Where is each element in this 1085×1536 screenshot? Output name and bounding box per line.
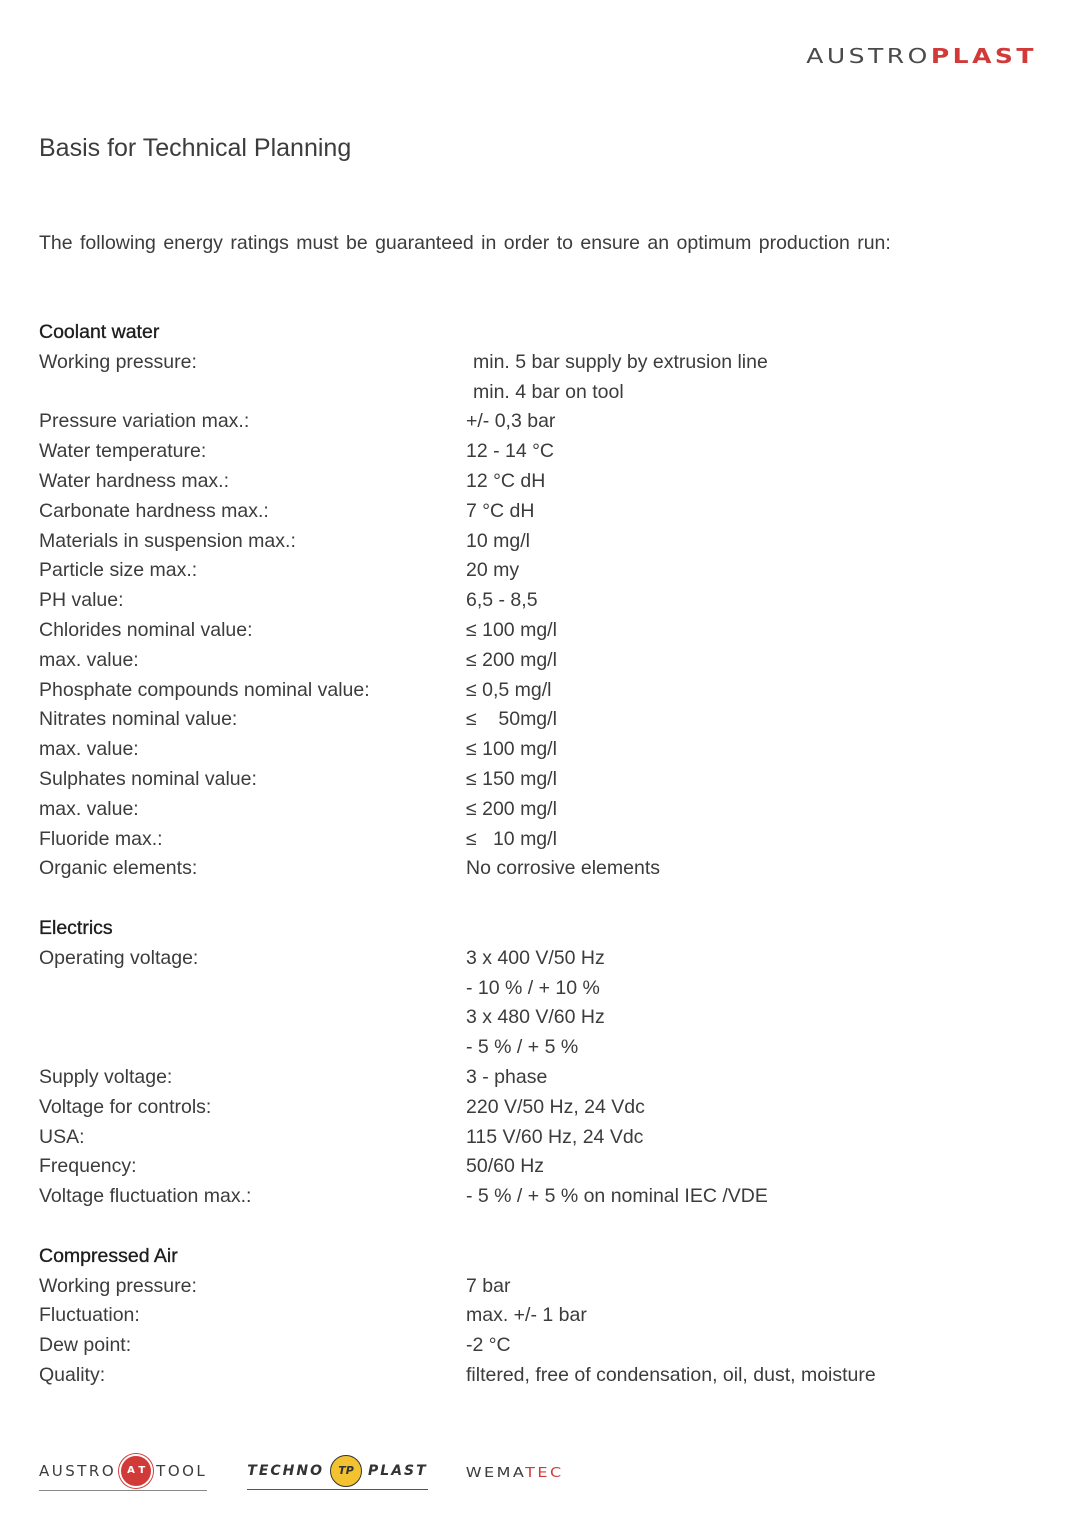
spec-value: 3 x 400 V/50 Hz [466,946,605,969]
spec-label: max. value: [39,648,139,671]
spec-value: ≤ 200 mg/l [466,797,557,820]
spec-row [39,944,1045,974]
spec-row [39,497,1045,527]
spec-value: -2 °C [466,1334,511,1357]
spec-row [39,378,1045,408]
spec-value: ≤ 10 mg/l [466,827,557,850]
spec-row [39,795,1045,825]
spec-row [39,676,1045,706]
spec-row [39,556,1045,586]
spec-value: 115 V/60 Hz, 24 Vdc [466,1125,644,1148]
spec-label: Carbonate hardness max.: [39,499,269,522]
intro-text: The following energy ratings must be guaranteed in order to ensure an optimum production run: [39,232,891,254]
spec-value: 7 °C dH [466,499,535,522]
austrotool-mark-icon: A T [119,1454,153,1488]
spec-label: Supply voltage: [39,1065,173,1088]
spec-value: min. 5 bar supply by extrusion line [473,350,768,373]
spec-value: No corrosive elements [466,857,660,880]
spec-section [39,914,1045,1212]
spec-value: 7 bar [466,1274,511,1297]
footer-logos [39,1450,564,1494]
spec-value: ≤ 150 mg/l [466,767,557,790]
technoplast-left: TECHNO [247,1462,325,1479]
spec-value: ≤ 200 mg/l [466,648,557,671]
spec-row [39,1033,1045,1063]
spec-label: Water temperature: [39,440,207,463]
spec-section [39,1242,1045,1391]
spec-value: min. 4 bar on tool [473,380,624,403]
spec-value: filtered, free of condensation, oil, dust, moisture [466,1363,876,1386]
spec-row [39,1152,1045,1182]
spec-row [39,1123,1045,1153]
spec-label: Operating voltage: [39,946,199,969]
spec-label: Organic elements: [39,857,198,880]
spec-row [39,1003,1045,1033]
wematec-part1: WEMA [465,1463,526,1481]
spec-row [39,1093,1045,1123]
spec-label: Fluctuation: [39,1304,140,1327]
spec-row [39,1331,1045,1361]
spec-row [39,974,1045,1004]
spec-value: 50/60 Hz [466,1155,545,1178]
spec-label: USA: [39,1125,85,1148]
spec-label: Frequency: [39,1155,137,1178]
technoplast-logo [247,1455,427,1490]
austrotool-left: AUSTRO [39,1461,117,1480]
spec-label [39,378,466,408]
spec-section [39,318,1045,884]
spec-row [39,765,1045,795]
spec-value: 20 my [466,559,520,582]
logo-part-plast: PLAST [930,44,1037,68]
spec-row [39,1063,1045,1093]
wematec-logo [466,1464,564,1480]
spec-value: ≤ 50mg/l [466,708,557,731]
section-title: Electrics [39,916,113,939]
austrotool-right: TOOL [156,1461,208,1480]
austroplast-logo [806,44,1037,68]
spec-row [39,1301,1045,1331]
spec-row [39,616,1045,646]
spec-value: max. +/- 1 bar [466,1304,587,1327]
spec-label: max. value: [39,797,139,820]
spec-label: PH value: [39,589,124,612]
spec-value: - 5 % / + 5 % on nominal IEC /VDE [466,1185,768,1208]
spec-label: Voltage for controls: [39,1095,212,1118]
spec-row [39,437,1045,467]
spec-row [39,705,1045,735]
spec-label [39,1003,466,1033]
spec-row [39,348,1045,378]
logo-part-austro: AUSTRO [806,44,931,68]
spec-label: max. value: [39,738,139,761]
spec-row [39,407,1045,437]
page-title: Basis for Technical Planning [39,134,352,162]
spec-row [39,1272,1045,1302]
spec-row [39,735,1045,765]
spec-label: Materials in suspension max.: [39,529,296,552]
section-title: Coolant water [39,321,160,343]
spec-row [39,854,1045,884]
spec-row [39,586,1045,616]
spec-value: ≤ 100 mg/l [466,618,557,641]
spec-label: Fluoride max.: [39,827,163,850]
section-title: Compressed Air [39,1244,178,1267]
spec-value: +/- 0,3 bar [466,410,556,433]
spec-value: 3 - phase [466,1065,548,1088]
wematec-part2: TEC [525,1463,564,1481]
spec-label: Chlorides nominal value: [39,618,253,641]
spec-label: Nitrates nominal value: [39,708,238,731]
spec-label [39,1033,466,1063]
spec-value: 6,5 - 8,5 [466,589,538,612]
spec-label: Working pressure: [39,1274,197,1297]
spec-label: Dew point: [39,1334,132,1357]
spec-row [39,646,1045,676]
spec-list [39,318,1045,1391]
spec-value: 12 - 14 °C [466,440,555,463]
spec-value: 10 mg/l [466,529,530,552]
spec-value: ≤ 0,5 mg/l [466,678,552,701]
spec-value: ≤ 100 mg/l [466,738,557,761]
spec-label: Voltage fluctuation max.: [39,1185,252,1208]
spec-row [39,1182,1045,1212]
spec-value: - 5 % / + 5 % [466,1036,579,1059]
spec-label: Pressure variation max.: [39,410,250,433]
spec-label: Sulphates nominal value: [39,767,257,790]
austrotool-logo [39,1454,207,1491]
spec-value: 220 V/50 Hz, 24 Vdc [466,1095,645,1118]
spec-value: 3 x 480 V/60 Hz [466,1006,605,1029]
spec-row [39,1361,1045,1391]
spec-label: Particle size max.: [39,559,198,582]
spec-row [39,527,1045,557]
spec-label [39,974,466,1004]
spec-value: - 10 % / + 10 % [466,976,600,999]
technoplast-mark-icon: TP [330,1455,362,1487]
technoplast-right: PLAST [368,1462,428,1479]
spec-value: 12 °C dH [466,469,546,492]
spec-row [39,825,1045,855]
spec-label: Phosphate compounds nominal value: [39,678,370,701]
spec-row [39,467,1045,497]
spec-label: Working pressure: [39,350,197,373]
spec-label: Quality: [39,1363,106,1386]
spec-label: Water hardness max.: [39,469,230,492]
